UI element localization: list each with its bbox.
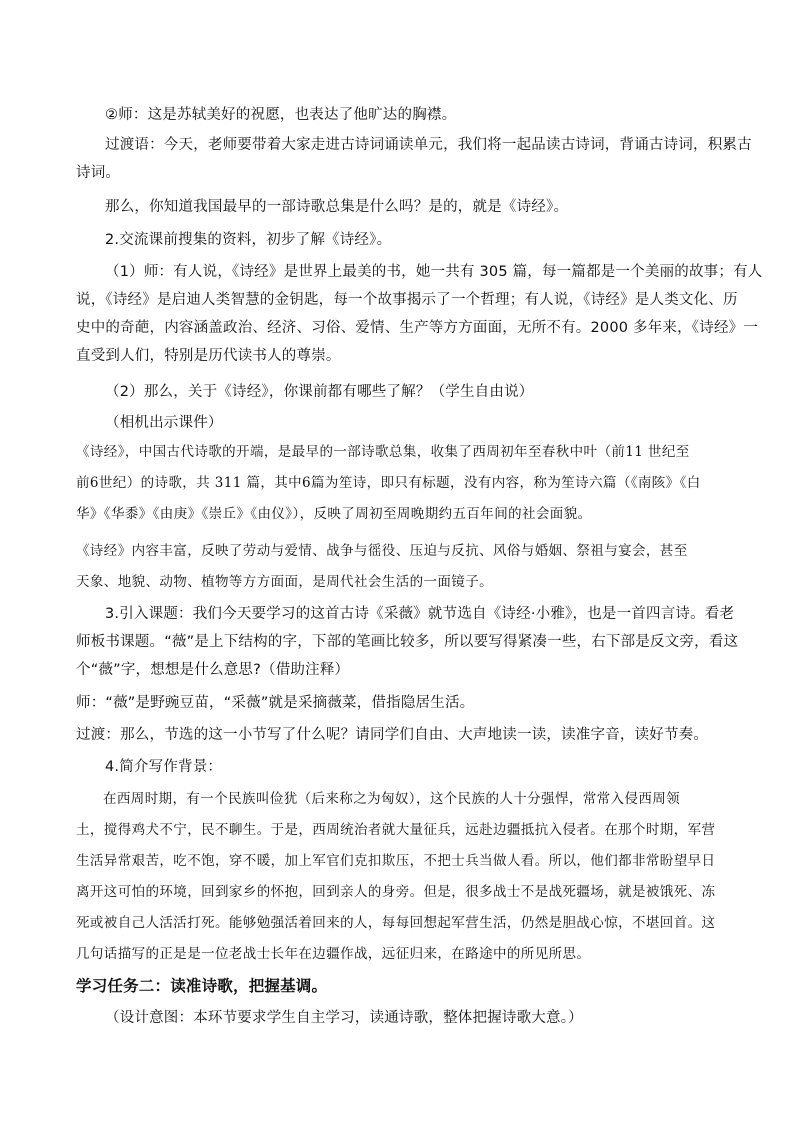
text-line: 诗词。: [76, 165, 121, 181]
heading-text: 学习任务二：读准诗歌，把握基调。: [76, 977, 328, 995]
text-line: 史中的奇葩，内容涵盖政治、经济、习俗、爱情、生产等方方面面，无所不有。2000 多年来，《诗经》一: [76, 320, 759, 336]
courseware-quote-2: [76, 536, 726, 598]
text-line: 前6世纪）的诗歌，共 311 篇，其中6篇为笙诗，即只有标题，没有内容，称为笙诗六篇（《南陔》《白: [76, 475, 701, 491]
text-line: 离开这可怕的环境，回到家乡的怀抱，回到亲人的身旁。但是，很多战士不是战死疆场，就是被饿死、冻: [76, 884, 716, 900]
text-line: 死或被自己人活活打死。能够勉强活着回来的人，每每回想起军营生活，仍然是胆战心惊，不堪回首。这: [76, 915, 716, 931]
paragraph-question: [76, 193, 726, 221]
text-line: 《诗经》内容丰富，反映了劳动与爱情、战争与徭役、压迫与反抗、风俗与婚姻、祭祖与宴会，甚至: [76, 543, 688, 559]
text-line: ②师：这是苏轼美好的祝愿，也表达了他旷达的胸襟。: [105, 107, 457, 123]
text-line: 土，搅得鸡犬不宁，民不聊生。于是，西周统治者就大量征兵，远赴边疆抵抗入侵者。在那个时期，军营: [76, 822, 716, 838]
paragraph-question-2: [76, 378, 726, 406]
text-line: （设计意图：本环节要求学生自主学习，读通诗歌，整体把握诗歌大意。）: [105, 1010, 583, 1026]
paragraph-teacher-wei: [76, 689, 726, 717]
paragraph-step-3: [76, 600, 739, 684]
text-line: （1）师：有人说，《诗经》是世界上最美的书，她一共有 305 篇，每一篇都是一个美丽的故事；有人: [105, 264, 763, 280]
text-line: 师板书课题。“薇”是上下结构的字，下部的笔画比较多，所以要写得紧凑一些，右下部是反文旁，看这: [76, 634, 739, 650]
text-line: 2.交流课前搜集的资料，初步了解《诗经》。: [105, 232, 392, 248]
text-line: 生活异常艰苦，吃不饱，穿不暖，加上军官们克扣欺压，不把士兵当做人看。所以，他们都非常盼望早日: [76, 853, 716, 869]
text-line: （2）那么，关于《诗经》，你课前都有哪些了解？（学生自由说）: [105, 384, 534, 400]
text-line: 在西周时期，有一个民族叫俭犹（后来称之为匈奴），这个民族的人十分强悍，常常入侵西周领: [103, 791, 681, 807]
paragraph-step-4: [76, 753, 726, 781]
text-line: 华》《华黍》《由庚》《崇丘》《由仪》），反映了周初至周晚期约五百年间的社会面貌。: [76, 506, 592, 522]
text-line: 3.引入课题：我们今天要学习的这首古诗《采薇》就节选自《诗经·小雅》，也是一首四言诗。看老: [105, 606, 735, 622]
text-line: 直受到人们，特别是历代读书人的尊崇。: [76, 348, 341, 364]
text-line: （相机出示课件）: [105, 415, 223, 431]
paragraph-teacher-shijing: [76, 258, 763, 370]
paragraph-teacher-comment: [76, 101, 726, 129]
text-line: 个“薇”字，想想是什么意思?（借助注释）: [76, 662, 350, 678]
paragraph-design-intent: [76, 1004, 726, 1032]
paragraph-courseware: [76, 409, 726, 437]
text-line: 4.简介写作背景：: [105, 759, 223, 775]
paragraph-step-2: [76, 226, 726, 254]
text-line: 过渡语：今天，老师要带着大家走进古诗词诵读单元，我们将一起品读古诗词，背诵古诗词，积累古: [105, 137, 752, 153]
courseware-quote-1: [76, 437, 726, 530]
paragraph-transition-intro: [76, 131, 752, 187]
text-line: 天象、地貌、动物、植物等方方面面，是周代社会生活的一面镜子。: [76, 574, 493, 590]
text-line: 《诗经》，中国古代诗歌的开端，是最早的一部诗歌总集，收集了西周初年至春秋中叶（前11 世纪至: [76, 444, 690, 460]
paragraph-transition-read: [76, 721, 726, 749]
text-line: 几句话描写的正是是一位老战士长年在边疆作战，远征归来，在路途中的所见所思。: [76, 946, 591, 962]
section-heading-task-2: [76, 972, 726, 1000]
text-line: 那么，你知道我国最早的一部诗歌总集是什么吗？是的，就是《诗经》。: [105, 199, 569, 215]
background-quote: [76, 784, 726, 970]
text-line: 说，《诗经》是启迪人类智慧的金钥匙，每一个故事揭示了一个哲理；有人说，《诗经》是人类文化、历: [76, 292, 738, 308]
text-line: 师：“薇”是野豌豆苗，“采薇”就是采摘薇菜，借指隐居生活。: [76, 695, 475, 711]
text-line: 过渡：那么，节选的这一小节写了什么呢？请同学们自由、大声地读一读，读准字音，读好节奏。: [76, 727, 709, 743]
